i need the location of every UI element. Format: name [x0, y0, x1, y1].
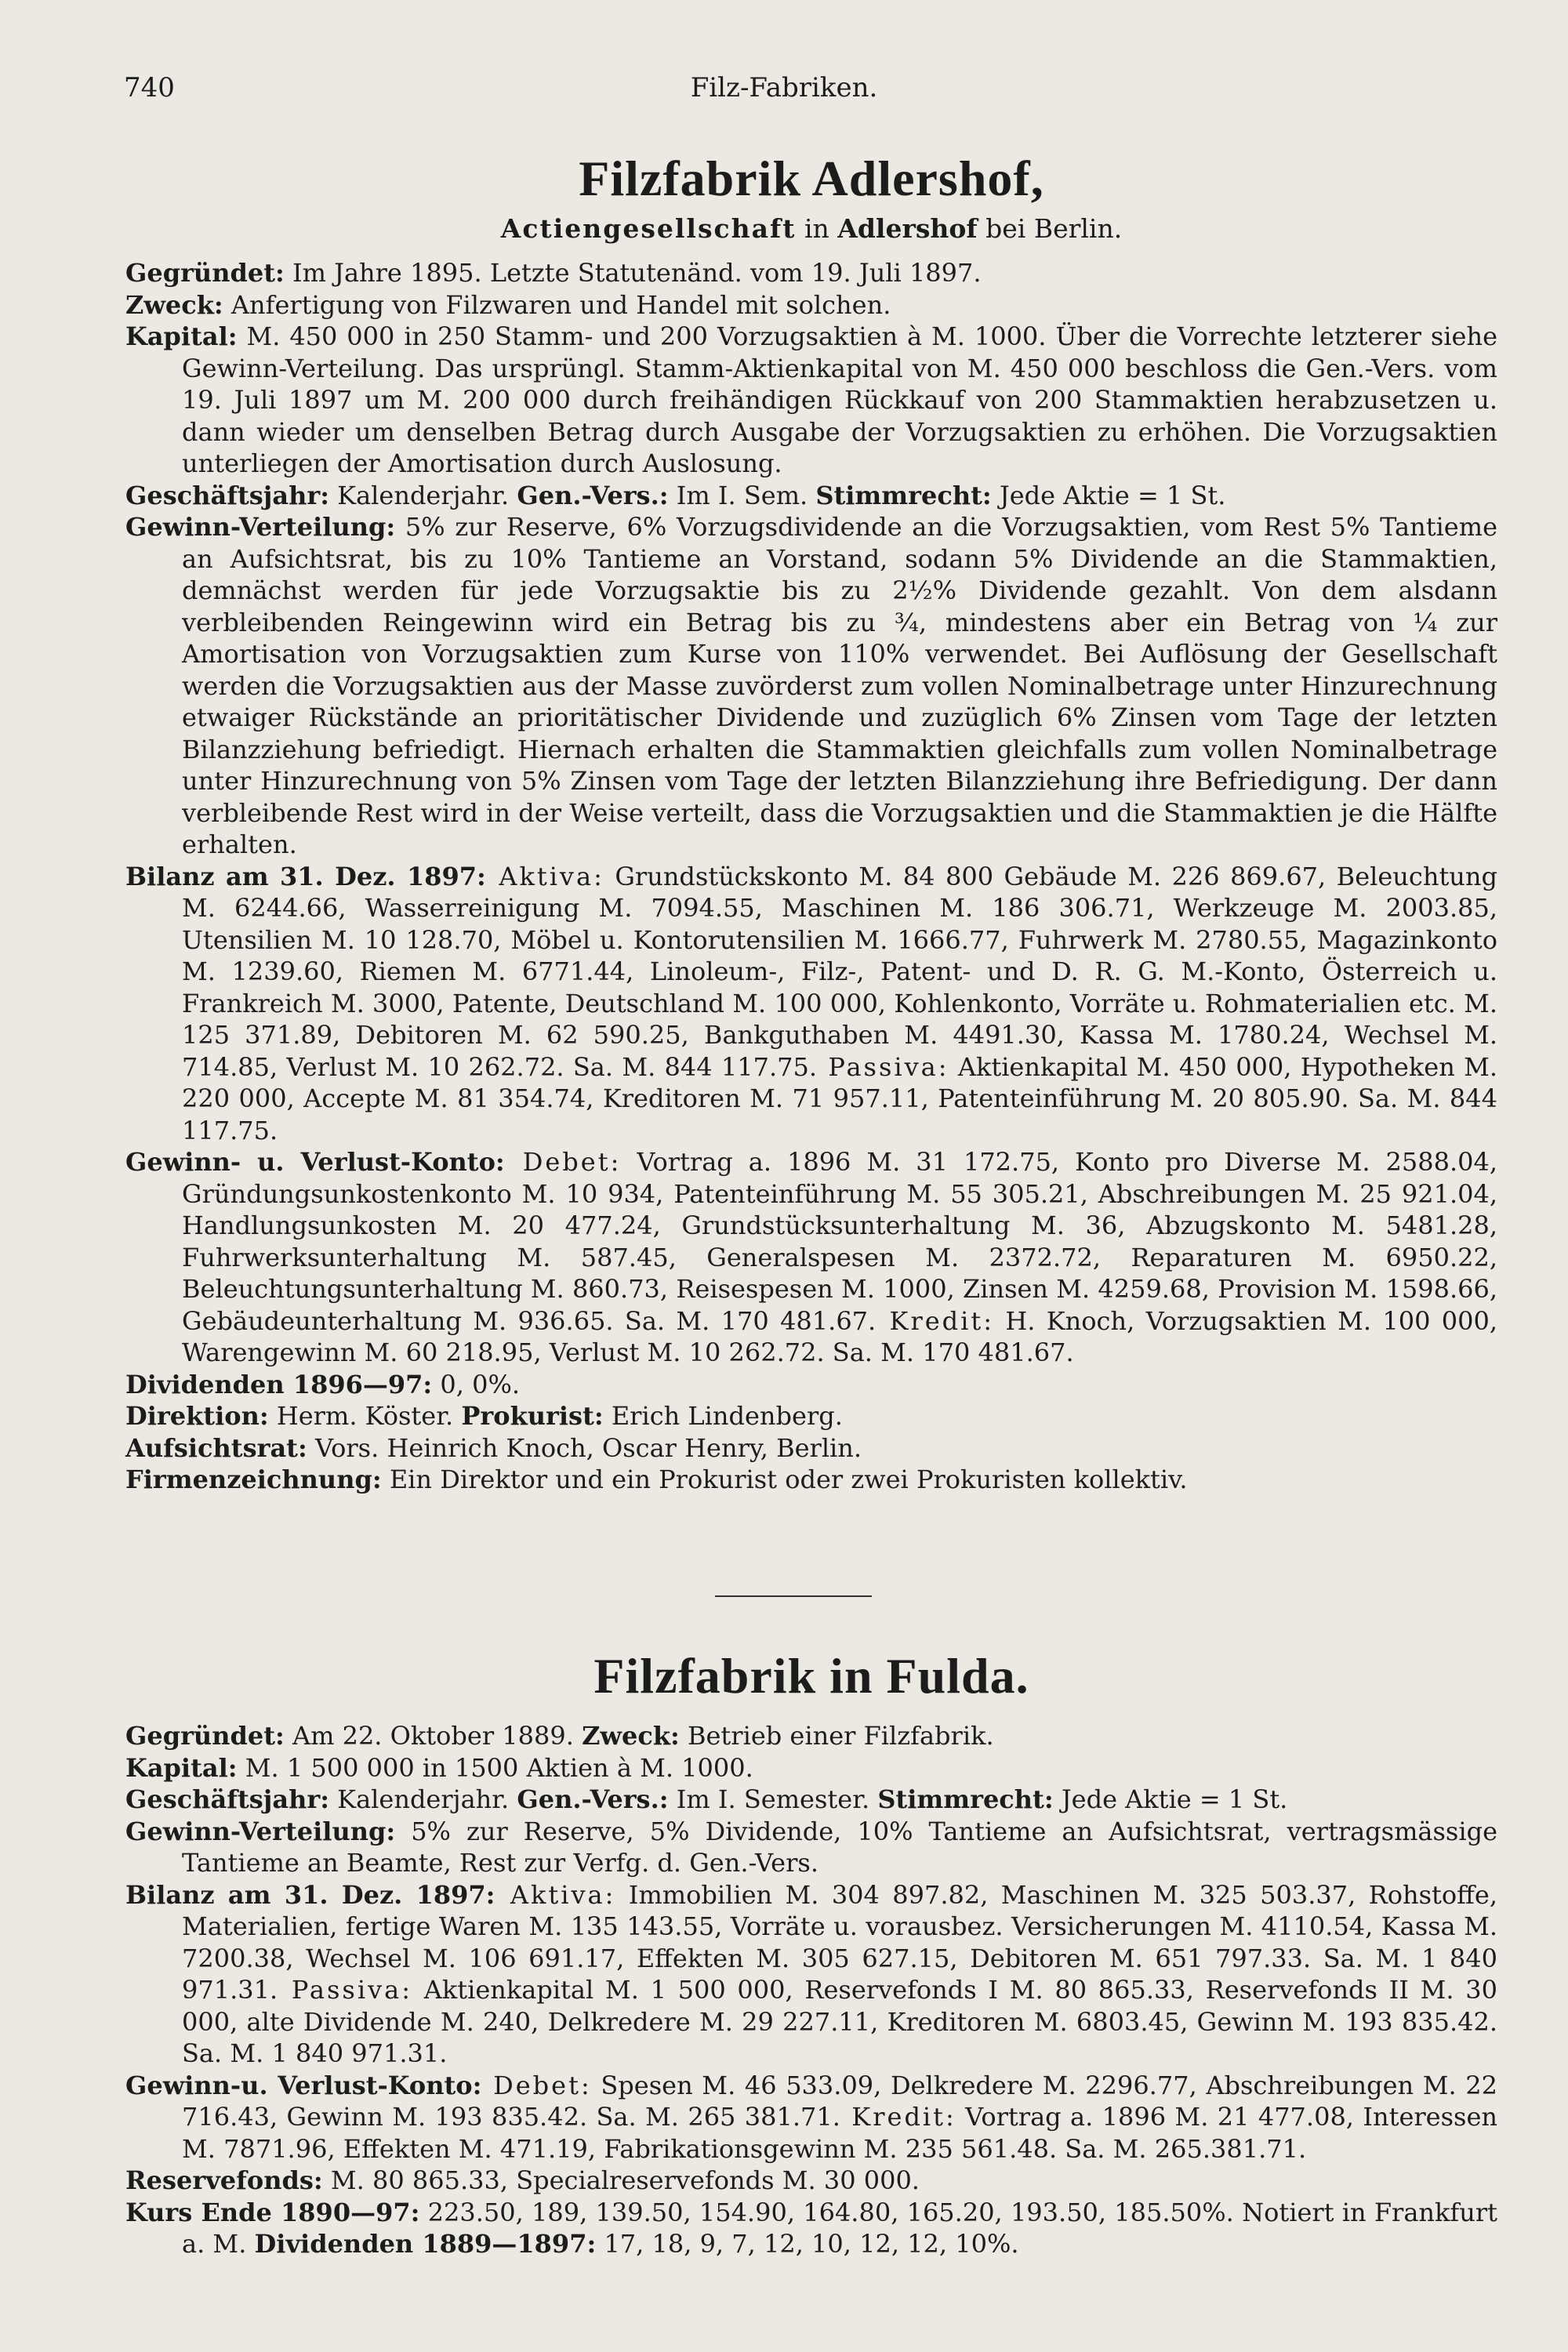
entry-text: Am 22. Oktober 1889.: [284, 1721, 574, 1751]
entry-label: Dividenden 1889—1897:: [254, 2229, 597, 2259]
entry-sublabel: Debet:: [481, 2070, 592, 2100]
entry-label: Gen.-Vers.:: [517, 1784, 669, 1814]
entry-sublabel: Debet:: [504, 1147, 622, 1177]
company-title: Filzfabrik in Fulda.: [593, 1648, 1029, 1704]
entry-sublabel: Passiva:: [817, 1051, 949, 1082]
entry-label: Gewinn-Verteilung:: [125, 1816, 396, 1846]
entry-label: Gegründet:: [125, 258, 285, 288]
page-number: 740: [124, 72, 175, 103]
entry-text: 17, 18, 9, 7, 12, 10, 12, 12, 10%.: [596, 2229, 1019, 2259]
entry-fiscal-year: [125, 480, 1497, 512]
entry-balance-sheet: [125, 861, 1497, 1147]
entry-founded: [125, 257, 1497, 289]
entry-text: 0, 0%.: [432, 1369, 521, 1399]
subtitle-location: Adlershof: [837, 213, 978, 244]
entry-label: Zweck:: [582, 1721, 680, 1751]
entry-dividends: [125, 1369, 1497, 1401]
entry-text: 223.50, 189, 139.50, 154.90, 164.80, 165.20, 193.50, 185.50%. Notiert in Frankfurt a. M.: [182, 2197, 1498, 2259]
entry-text: Im I. Semester.: [668, 1784, 870, 1814]
entry-label: Stimmrecht:: [815, 480, 992, 510]
entry-text: Grundstückskonto M. 84 800 Gebäude M. 226 869.67, Beleuchtung M. 6244.66, Wasserreinigung M. 7094.55, Maschinen M. 186 306.71, Werkzeuge M. 2003.85, Utensilien M. 10 128.70, Möbel u. Kontorutensilien M. 1666.77, Fuhrwerk M. 2780.55, Magazinkonto M. 1239.60, Riemen M. 6771.44, Linoleum-, Filz-, Patent- und D. R. G. M.-Konto, Österreich u. Frankreich M. 3000, Patente, Deutschland M. 100 000, Kohlenkonto, Vorräte u. Rohmaterialien etc. M. 125 371.89, Debitoren M. 62 590.25, Bankguthaben M. 4491.30, Kassa M. 1780.24, Wechsel M. 714.85, Verlust M. 10 262.72. Sa. M. 844 117.75.: [182, 861, 1498, 1082]
entry-text: Jede Aktie = 1 St.: [991, 480, 1226, 510]
company-filzfabrik-fulda: [125, 1646, 1497, 2260]
entry-text: Betrieb einer Filzfabrik.: [679, 1721, 994, 1751]
entry-label: Reservefonds:: [125, 2165, 323, 2195]
entry-text: H. Knoch, Vorzugsaktien M. 100 000, Warengewinn M. 60 218.95, Verlust M. 10 262.72. Sa. M. 170 481.67.: [182, 1305, 1498, 1367]
entry-label: Firmenzeichnung:: [125, 1465, 382, 1494]
entry-text: Aktienkapital M. 450 000, Hypotheken M. 220 000, Accepte M. 81 354.74, Kreditoren M. 71 957.11, Patenteinführung M. 20 805.90. Sa. M. 844 117.75.: [182, 1051, 1498, 1145]
entry-share-price: [125, 2197, 1497, 2260]
entry-label: Gegründet:: [125, 1721, 285, 1751]
entry-text: Anfertigung von Filzwaren und Handel mit solchen.: [223, 289, 891, 320]
entry-label: Geschäftsjahr:: [125, 480, 329, 510]
entry-capital: [125, 1752, 1497, 1784]
entry-text: Im I. Sem.: [668, 480, 808, 510]
entry-text: Jede Aktie = 1 St.: [1053, 1784, 1288, 1814]
entry-label: Dividenden 1896—97:: [125, 1369, 433, 1399]
entry-profit-loss: [125, 1146, 1497, 1369]
entry-supervisory-board: [125, 1432, 1497, 1465]
entry-text: Ein Direktor und ein Prokurist oder zwei Prokuristen kollektiv.: [381, 1465, 1188, 1494]
entry-label: Kapital:: [125, 1752, 238, 1783]
company-title: Filzfabrik Adlershof,: [579, 151, 1044, 206]
entry-text: Im Jahre 1895. Letzte Statutenänd. vom 19. Juli 1897.: [284, 258, 982, 288]
entry-capital: [125, 321, 1497, 480]
entry-label: Geschäftsjahr:: [125, 1784, 329, 1814]
entry-sublabel: Kredit:: [876, 1305, 995, 1336]
entry-profit-distribution: [125, 1816, 1497, 1879]
entry-text: Vors. Heinrich Knoch, Oscar Henry, Berlin.: [307, 1432, 862, 1463]
entry-sublabel: Passiva:: [278, 1975, 413, 2005]
entry-text: M. 450 000 in 250 Stamm- und 200 Vorzugsaktien à M. 1000. Über die Vorrechte letzterer siehe Gewinn-Verteilung. Das ursprüngl. Stamm-Aktienkapital von M. 450 000 beschloss die Gen.-Vers. vom 19. Juli 1897 um M. 200 000 durch freihändigen Rückkauf von 200 Stammaktien herabzusetzen u. dann wieder um denselben Betrag durch Ausgabe der Vorzugsaktien zu erhöhen. Die Vorzugsaktien unterliegen der Amortisation durch Auslosung.: [182, 321, 1497, 478]
entry-text: 5% zur Reserve, 6% Vorzugsdividende an die Vorzugsaktien, vom Rest 5% Tantieme an Aufsichtsrat, bis zu 10% Tantieme an Vorstand, sodann 5% Dividende an die Stammaktien, demnächst werden für jede Vorzugsaktie bis zu 2½% Dividende gezahlt. Von dem alsdann verbleibenden Reingewinn wird ein Betrag bis zu ¾, mindestens aber ein Betrag von ¼ zur Amortisation von Vorzugsaktien zum Kurse von 110% verwendet. Bei Auflösung der Gesellschaft werden die Vorzugsaktien aus der Masse zuvörderst zum vollen Nominalbetrage unter Hinzurechnung etwaiger Rückstände an prioritätischer Dividende und zuzüglich 6% Zinsen vom Tage der letzten Bilanzziehung befriedigt. Hiernach erhalten die Stammaktien gleichfalls zum vollen Nominalbetrage unter Hinzurechnung von 5% Zinsen vom Tage der letzten Bilanzziehung ihre Befriedigung. Der dann verbleibende Rest wird in der Weise verteilt, dass die Vorzugsaktien und die Stammaktien je die Hälfte erhalten.: [182, 512, 1497, 859]
entry-text: M. 1 500 000 in 1500 Aktien à M. 1000.: [237, 1752, 753, 1783]
entry-label: Zweck:: [125, 289, 223, 320]
entry-label: Gen.-Vers.:: [517, 480, 669, 510]
entry-sublabel: Aktiva:: [485, 861, 604, 891]
entry-text: Vortrag a. 1896 M. 31 172.75, Konto pro Diverse M. 2588.04, Gründungsunkostenkonto M. 10 934, Patenteinführung M. 55 305.21, Abschreibungen M. 25 921.04, Handlungsunkosten M. 20 477.24, Grundstücksunterhaltung M. 36, Abzugskonto M. 5481.28, Fuhrwerksunterhaltung M. 587.45, Generalspesen M. 2372.72, Reparaturen M. 6950.22, Beleuchtungsunterhaltung M. 860.73, Reisespesen M. 1000, Zinsen M. 4259.68, Provision M. 1598.66, Gebäudeunterhaltung M. 936.65. Sa. M. 170 481.67.: [182, 1147, 1498, 1336]
subtitle-region: bei Berlin.: [977, 213, 1123, 244]
entry-reserve-funds: [125, 2165, 1497, 2197]
entry-sublabel: Aktiva:: [495, 1879, 616, 1910]
entry-text: Vortrag a. 1896 M. 21 477.08, Interessen M. 7871.96, Effekten M. 471.19, Fabrikationsgewinn M. 235 561.48. Sa. M. 265.381.71.: [182, 2102, 1498, 2164]
entry-label: Gewinn-u. Verlust-Konto:: [125, 2070, 482, 2100]
entry-management: [125, 1400, 1497, 1432]
subtitle-connector: in: [796, 213, 838, 244]
entry-text: Kalenderjahr.: [329, 480, 510, 510]
entry-text: Kalenderjahr.: [329, 1784, 510, 1814]
entry-fiscal-year: [125, 1784, 1497, 1816]
entry-label: Direktion:: [125, 1401, 269, 1431]
subtitle-legal-form: Actiengesellschaft: [500, 213, 797, 244]
entry-profit-distribution: [125, 511, 1497, 861]
entry-balance-sheet: [125, 1879, 1497, 2070]
entry-label: Bilanz am 31. Dez. 1897:: [125, 861, 486, 891]
entry-label: Bilanz am 31. Dez. 1897:: [125, 1879, 495, 1910]
entry-text: Herm. Köster.: [268, 1401, 454, 1431]
entry-text: Spesen M. 46 533.09, Delkredere M. 2296.77, Abschreibungen M. 22 716.43, Gewinn M. 193 835.42. Sa. M. 265 381.71.: [182, 2070, 1498, 2132]
entry-label: Kurs Ende 1890—97:: [125, 2197, 420, 2227]
entry-text: 5% zur Reserve, 5% Dividende, 10% Tantieme an Aufsichtsrat, vertragsmässige Tantieme an Beamte, Rest zur Verfg. d. Gen.-Vers.: [182, 1816, 1497, 1878]
running-head-title: Filz-Fabriken.: [690, 72, 878, 103]
entry-label: Stimmrecht:: [877, 1784, 1054, 1814]
entry-label: Gewinn- u. Verlust-Konto:: [125, 1147, 505, 1177]
entry-label: Gewinn-Verteilung:: [125, 512, 396, 542]
company-subtitle: [125, 212, 1497, 246]
entry-text: M. 80 865.33, Specialreservefonds M. 30 000.: [322, 2165, 920, 2195]
entry-founded: [125, 1720, 1497, 1752]
entry-signature: [125, 1464, 1497, 1496]
entry-text: Erich Lindenberg.: [603, 1401, 843, 1431]
company-filzfabrik-adlershof: [125, 149, 1497, 1496]
entry-purpose: [125, 289, 1497, 321]
entry-label: Prokurist:: [461, 1401, 604, 1431]
entry-text: Aktienkapital M. 1 500 000, Reservefonds I M. 80 865.33, Reservefonds II M. 30 000, alte Dividende M. 240, Delkredere M. 29 227.11, Kreditoren M. 6803.45, Gewinn M. 193 835.42. Sa. M. 1 840 971.31.: [182, 1975, 1498, 2068]
section-divider: [715, 1595, 872, 1597]
running-head: [118, 72, 1450, 111]
entry-text: Immobilien M. 304 897.82, Maschinen M. 325 503.37, Rohstoffe, Materialien, fertige Waren M. 135 143.55, Vorräte u. vorausbez. Versicherungen M. 4110.54, Kassa M. 7200.38, Wechsel M. 106 691.17, Effekten M. 305 627.15, Debitoren M. 651 797.33. Sa. M. 1 840 971.31.: [182, 1879, 1498, 2005]
entry-label: Aufsichtsrat:: [125, 1432, 307, 1463]
entry-profit-loss: [125, 2070, 1497, 2165]
entry-label: Kapital:: [125, 321, 238, 351]
entry-sublabel: Kredit:: [840, 2102, 956, 2132]
